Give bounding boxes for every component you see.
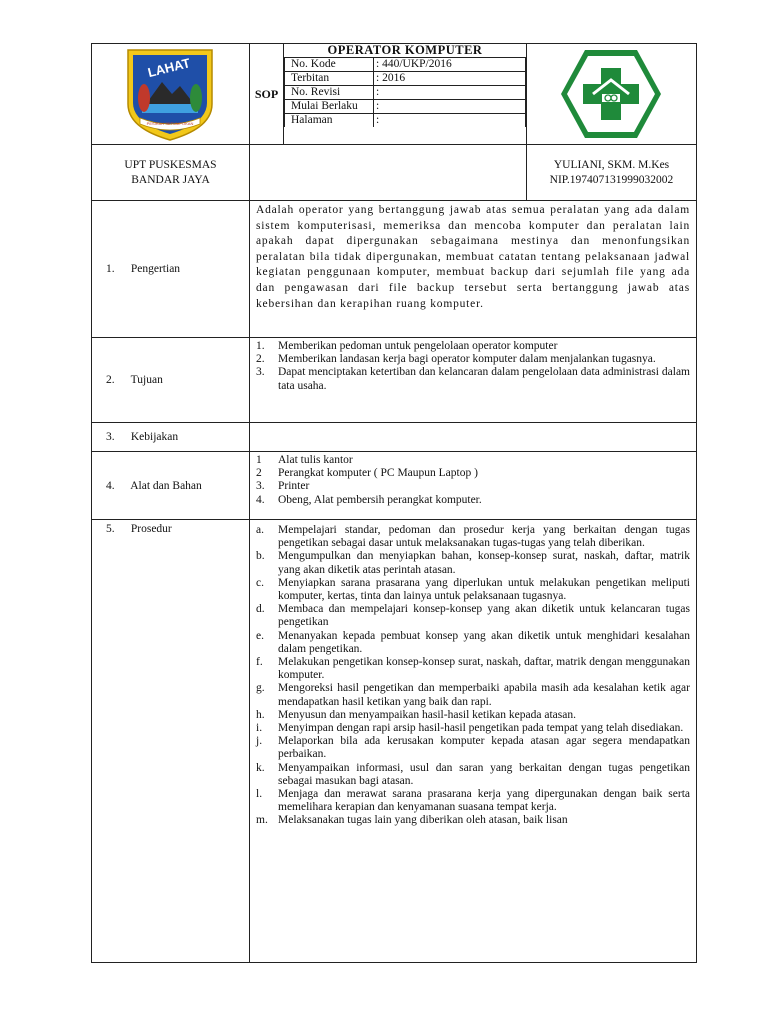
sop-label: SOP <box>250 44 284 145</box>
list-item <box>256 454 690 467</box>
section-number: 2. <box>106 374 115 386</box>
list-item <box>256 366 690 392</box>
section-number: 1. <box>106 263 115 275</box>
blank-signature-cell <box>250 145 527 201</box>
puskesmas-logo-cell <box>527 44 697 145</box>
list-item <box>256 735 690 761</box>
list-marker: 3. <box>256 366 265 379</box>
section-label-pengertian <box>92 201 250 338</box>
list-text: Perangkat komputer ( PC Maupun Laptop ) <box>278 467 478 480</box>
list-item <box>256 353 690 366</box>
list-item <box>256 788 690 814</box>
list-marker: i. <box>256 722 263 735</box>
field-value: : 2016 <box>374 72 526 86</box>
field-key: No. Kode <box>285 58 374 72</box>
list-item <box>256 603 690 629</box>
list-marker: 3. <box>256 480 265 493</box>
list-marker: g. <box>256 682 265 695</box>
list-marker: d. <box>256 603 265 616</box>
section-label-prosedur <box>92 520 250 963</box>
list-item <box>256 550 690 576</box>
list-item <box>256 340 690 353</box>
list-text: Menyiapkan sarana prasarana yang diperlukan untuk melakukan pengetikan meliputi komputer, kertas, tinta dan lainya untuk pelaksanaan tugasnya. <box>278 576 690 603</box>
list-item <box>256 494 690 507</box>
list-item <box>256 480 690 493</box>
list-text: Menyampaikan informasi, usul dan saran yang berkaitan dengan tugas pengetikan sebagai masukan bagi atasan. <box>278 761 690 787</box>
list-item <box>256 577 690 603</box>
list-marker: c. <box>256 576 264 589</box>
list-marker: 1. <box>256 340 265 352</box>
list-item <box>256 814 690 827</box>
list-text: Mengoreksi hasil pengetikan dan memperbaiki apabila masih ada kesalahan ketik agar mendapatkan hasil ketikan yang baik dan rapi. <box>278 682 690 708</box>
sop-table <box>91 43 697 963</box>
list-text: Menyusun dan menyampaikan hasil-hasil ketikan kepada atasan. <box>278 708 576 721</box>
list-marker: e. <box>256 629 264 642</box>
section-title: Prosedur <box>130 523 172 535</box>
list-item <box>256 630 690 656</box>
list-marker: a. <box>256 524 264 536</box>
lahat-logo-text: LAHAT <box>146 55 192 81</box>
prosedur-list <box>256 524 690 828</box>
list-item <box>256 656 690 682</box>
list-text: Memberikan pedoman untuk pengelolaan operator komputer <box>278 340 558 352</box>
list-marker: 2 <box>256 467 262 480</box>
list-marker: m. <box>256 814 268 827</box>
lahat-logo-banner: PESIRAH SETUMPOKAN <box>146 121 194 126</box>
list-text: Membaca dan mempelajari konsep-konsep yang akan diketik untuk kelancaran tugas pengetikan <box>278 603 690 629</box>
pengertian-text: Adalah operator yang bertanggung jawab atas semua peralatan yang ada dalam sistem komputerisasi, memeriksa dan mencoba komputer dan peralatan lain apakah dapat dipergunakan sebagaimana mestinya dan menonfungsikan peralatan bila tidak dipergunakan, membuat catatan tentang pelaksanaan jadwal kegiatan penggunaan komputer, membuat backup dari sejumlah file yang ada dan pengawasan dari file backup tersebut serta bertanggung jawab atas kebersihan dan kerapihan ruang komputer. <box>250 201 697 338</box>
list-marker: 2. <box>256 353 265 366</box>
list-text: Printer <box>278 480 310 493</box>
document-title: OPERATOR KOMPUTER <box>327 43 483 57</box>
kebijakan-content <box>250 423 697 452</box>
list-text: Melakukan pengetikan konsep-konsep surat, naskah, daftar, matrik dengan menggunakan komputer. <box>278 656 690 682</box>
lahat-emblem-icon <box>120 46 220 142</box>
field-key: Halaman <box>285 114 374 128</box>
section-title: Pengertian <box>130 263 181 275</box>
field-key: Mulai Berlaku <box>285 100 374 114</box>
list-text: Melaksanakan tugas lain yang diberikan oleh atasan, baik lisan <box>278 814 568 827</box>
org-location: BANDAR JAYA <box>131 173 210 186</box>
section-label-kebijakan <box>92 423 250 452</box>
list-marker: k. <box>256 761 265 774</box>
list-text: Obeng, Alat pembersih perangkat komputer. <box>278 493 482 506</box>
tujuan-content <box>250 338 697 423</box>
list-text: Menjaga dan merawat sarana prasarana kerja yang dipergunakan dengan baik serta memelihara kerapian dan kenyamanan suasana tempat kerja. <box>278 788 690 814</box>
field-value: : <box>374 100 526 114</box>
list-marker: f. <box>256 656 263 669</box>
header-fields-table <box>284 57 526 127</box>
alat-bahan-list <box>256 454 690 507</box>
list-item <box>256 709 690 722</box>
sop-document <box>91 43 696 964</box>
field-key: Terbitan <box>285 72 374 86</box>
field-value: : <box>374 114 526 128</box>
alat-bahan-content <box>250 452 697 520</box>
signer-nip: NIP.197407131999032002 <box>549 173 674 186</box>
list-text: Mengumpulkan dan menyiapkan bahan, konsep-konsep surat, naskah, daftar, matrik yang akan diketik atas perintah atasan. <box>278 550 690 576</box>
section-number: 3. <box>106 431 115 443</box>
list-text: Menanyakan kepada pembuat konsep yang akan diketik untuk menghidari kesalahan dalam pengetikan. <box>278 629 690 655</box>
section-title: Alat dan Bahan <box>130 479 202 492</box>
list-text: Alat tulis kantor <box>278 454 353 466</box>
list-item <box>256 722 690 735</box>
list-text: Menyimpan dengan rapi arsip hasil-hasil pengetikan pada tempat yang telah disediakan. <box>278 722 684 735</box>
list-item <box>256 467 690 480</box>
list-marker: l. <box>256 788 263 801</box>
list-marker: b. <box>256 550 265 563</box>
section-title: Tujuan <box>130 374 163 386</box>
list-marker: 1 <box>256 454 262 466</box>
list-marker: h. <box>256 708 265 721</box>
tujuan-list <box>256 340 690 393</box>
section-number: 5. <box>106 523 115 535</box>
sop-header-fields <box>284 44 527 145</box>
list-text: Mempelajari standar, pedoman dan prosedur kerja yang berkaitan dengan tugas pengetikan sebagai dasar untuk melaksanakan tugas-tugas yang telah diberikan. <box>278 524 690 550</box>
list-text: Dapat menciptakan ketertiban dan kelancaran dalam pengelolaan data administrasi dalam tata usaha. <box>278 366 690 392</box>
lahat-logo-cell <box>92 44 250 145</box>
org-name: UPT PUSKESMAS <box>124 158 217 171</box>
section-label-tujuan <box>92 338 250 423</box>
puskesmas-cross-icon <box>559 48 663 140</box>
section-label-alat-bahan <box>92 452 250 520</box>
signer-cell <box>527 145 697 201</box>
signer-name: YULIANI, SKM. M.Kes <box>553 158 670 171</box>
list-marker: j. <box>256 735 263 748</box>
list-text: Memberikan landasan kerja bagi operator komputer dalam menjalankan tugasnya. <box>278 353 656 366</box>
section-number: 4. <box>106 479 115 492</box>
organization-cell <box>92 145 250 201</box>
list-item <box>256 682 690 708</box>
section-title: Kebijakan <box>130 431 179 443</box>
list-text: Melaporkan bila ada kerusakan komputer kepada atasan agar segera mendapatkan perbaikan. <box>278 735 690 761</box>
prosedur-content <box>250 520 697 963</box>
field-value: : <box>374 86 526 100</box>
list-item <box>256 762 690 788</box>
field-value: : 440/UKP/2016 <box>374 58 526 72</box>
list-marker: 4. <box>256 493 265 506</box>
list-item <box>256 524 690 550</box>
field-key: No. Revisi <box>285 86 374 100</box>
